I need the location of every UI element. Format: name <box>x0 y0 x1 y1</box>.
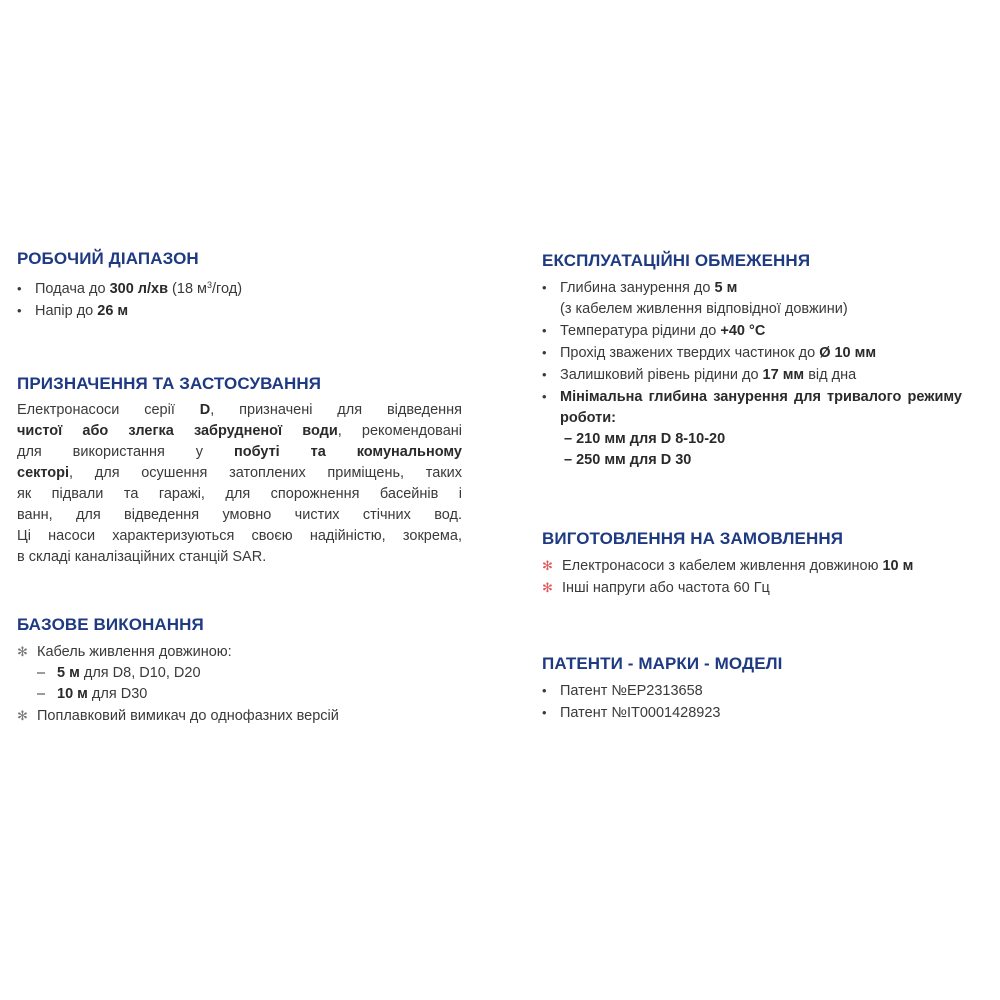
section-heading: ЕКСПЛУАТАЦІЙНІ ОБМЕЖЕННЯ <box>542 251 811 270</box>
list-item: • Подача до 300 л/хв (18 $м^3/год$) <box>17 280 243 297</box>
list-item-note: (з кабелем живлення відповідної довжини) <box>560 301 848 317</box>
asterisk-icon: ✻ <box>17 644 28 659</box>
section-operating-limits <box>542 251 984 471</box>
sub-list-item: – 250 мм для D 30 <box>564 452 692 468</box>
section-heading: ПАТЕНТИ - МАРКИ - МОДЕЛІ <box>542 654 783 673</box>
list-item: • Глибина занурення до 5 м <box>542 277 984 299</box>
bullet-icon: • <box>542 683 547 698</box>
bullet-icon: • <box>542 367 547 382</box>
list-item: • Температура рідини до +40 °С <box>542 320 984 342</box>
section-operating-range <box>17 249 462 322</box>
section-heading: ВИГОТОВЛЕННЯ НА ЗАМОВЛЕННЯ <box>542 529 844 548</box>
list-item: ✻ Інші напруги або частота 60 Гц <box>542 577 984 599</box>
section-custom-order <box>542 529 984 599</box>
section-purpose <box>17 374 462 568</box>
bullet-icon: • <box>542 705 547 720</box>
list-item: • Залишковий рівень рідини до 17 мм від дна <box>542 364 984 386</box>
section-patents <box>542 654 984 724</box>
purpose-paragraph: Електронасоси серії D, призначені для відведення чистої або злегка забрудненої води, рекомендовані для використання у побуті та комунальному секторі, для осушення затоплених приміщень, таких як підвали та гаражі, для спорожнення басейнів і ванн, для відведення умовно чистих стічних вод. Ці насоси характеризуються своєю надійністю, зокрема, в складі каналізаційних станцій SAR. <box>17 402 463 565</box>
bullet-icon: • <box>542 280 547 295</box>
sub-list-item: – 10 м для D30 <box>37 686 148 702</box>
asterisk-icon: ✻ <box>542 558 553 573</box>
sub-list-item: – 5 м для D8, D10, D20 <box>37 665 201 681</box>
list-item: • Прохід зважених твердих частинок до Ø 10 мм <box>542 342 984 364</box>
bullet-icon: • <box>17 281 22 296</box>
sub-list-item: – 210 мм для D 8-10-20 <box>564 431 726 447</box>
asterisk-icon: ✻ <box>17 708 28 723</box>
list-item: • Напір до 26 м <box>17 300 462 322</box>
list-item: • Патент №EP2313658 <box>542 680 984 702</box>
list-item: • Патент №IT0001428923 <box>542 702 984 724</box>
list-item: ✻ Електронасоси з кабелем живлення довжиною 10 м <box>542 555 984 577</box>
section-basic-version <box>17 615 462 727</box>
list-item: ✻ Поплавковий вимикач до однофазних версій <box>17 705 462 727</box>
bullet-icon: • <box>17 303 22 318</box>
list-item: • Мінімальна глибина занурення для тривалого режиму роботи: <box>542 386 962 429</box>
bullet-icon: • <box>542 323 547 338</box>
list-item: ✻ Кабель живлення довжиною: <box>17 641 462 663</box>
bullet-icon: • <box>542 389 547 404</box>
asterisk-icon: ✻ <box>542 580 553 595</box>
section-heading: РОБОЧИЙ ДІАПАЗОН <box>17 249 199 268</box>
bullet-icon: • <box>542 345 547 360</box>
section-heading: ПРИЗНАЧЕННЯ ТА ЗАСТОСУВАННЯ <box>17 374 322 393</box>
section-heading: БАЗОВЕ ВИКОНАННЯ <box>17 615 204 634</box>
